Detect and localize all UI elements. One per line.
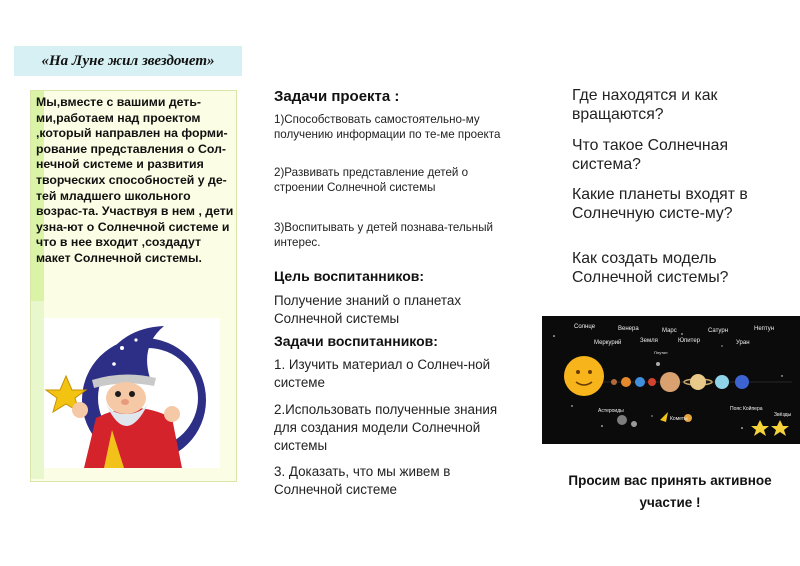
uranus-icon	[715, 375, 729, 389]
task-item-2: 2)Развивать представление детей о строении Солнечной системы	[274, 166, 469, 194]
mars-icon	[648, 378, 656, 386]
task-item-1: 1)Способствовать самостоятельно-му получению информации по те-ме проекта	[274, 113, 501, 141]
label-pluto: Плутон	[654, 350, 668, 355]
goal-heading: Цель воспитанников:	[274, 268, 425, 284]
pupil-tasks-heading: Задачи воспитанников:	[274, 333, 438, 349]
label-earth: Земля	[640, 338, 658, 344]
neptune-icon	[735, 375, 749, 389]
label-sun: Солнце	[574, 324, 596, 330]
title-banner	[14, 46, 242, 76]
label-saturn: Сатурн	[708, 328, 729, 334]
stargazer-illustration	[44, 318, 220, 468]
solar-system-image	[542, 316, 800, 444]
sun-icon	[564, 356, 604, 396]
venus-icon	[621, 377, 631, 387]
wizard-image	[44, 318, 220, 468]
question-4: Как создать модель Солнечной системы?	[572, 250, 729, 286]
label-kuiper: Пояс Койпера	[730, 406, 763, 412]
mercury-icon	[611, 379, 617, 385]
task-item-3: 3)Воспитывать у детей познава-тельный интерес.	[274, 221, 494, 249]
label-uranus: Уран	[736, 340, 750, 346]
label-mars: Марс	[662, 328, 677, 334]
label-mercury: Меркурий	[594, 340, 622, 346]
question-2: Что такое Солнечная система?	[572, 137, 728, 173]
solar-system-svg	[542, 316, 800, 444]
label-jupiter: Юпитер	[678, 338, 701, 344]
jupiter-icon	[660, 372, 680, 392]
panel-stripe-lower	[31, 301, 44, 479]
closing-text: Просим вас принять активное участие !	[568, 473, 772, 510]
label-comets: Кометы	[670, 416, 688, 422]
label-venus: Венера	[618, 326, 639, 332]
page-title: «На Луне жил звездочет»	[41, 52, 215, 69]
pupil-task-1: 1. Изучить материал о Солнеч-ной системе	[274, 357, 491, 390]
goal-text: Получение знаний о планетах Солнечной системы	[274, 293, 462, 326]
label-neptune: Нептун	[754, 326, 775, 332]
pupil-task-2: 2.Использовать полученные знания для создания модели Солнечной системы	[274, 402, 498, 453]
label-stars: Звёзды	[774, 412, 792, 418]
asteroid-icon	[617, 415, 627, 425]
pupil-task-3: 3. Доказать, что мы живем в Солнечной системе	[274, 464, 451, 497]
intro-text: Мы,вместе с вашими деть-ми,работаем над проектом ,который направлен на форми-рование представления о Сол-нечной системе и развития творческих способностей у де-тей младшего школьного возрас-та. Участвуя в нем , дети узна-ют о Солнечной системе и что в нее входит ,создадут макет Солнечной системы.	[36, 95, 234, 265]
tasks-heading: Задачи проекта :	[274, 88, 400, 105]
earth-icon	[635, 377, 645, 387]
question-1: Где находятся и как вращаются?	[572, 87, 718, 123]
label-asteroids: Астероиды	[598, 408, 624, 414]
pluto-icon	[656, 362, 660, 366]
saturn-icon	[690, 374, 706, 390]
question-3: Какие планеты входят в Солнечную систе-му?	[572, 186, 748, 222]
